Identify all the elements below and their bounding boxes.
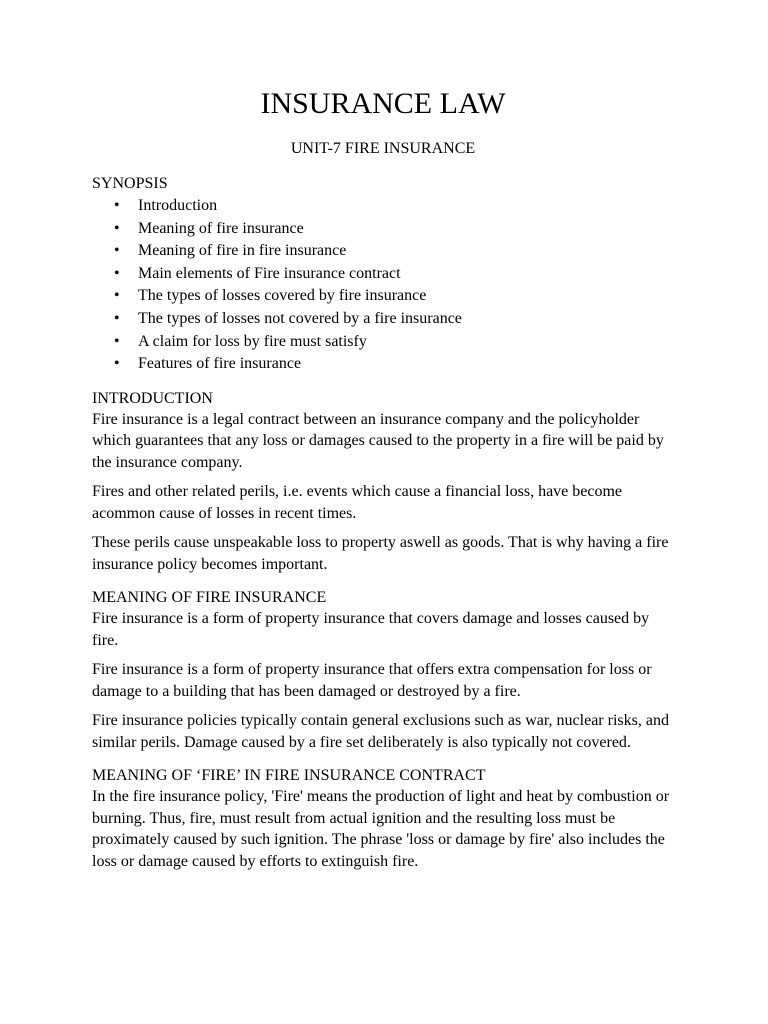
list-item-text: Features of fire insurance (138, 355, 302, 373)
list-item (114, 285, 674, 308)
document-subtitle: UNIT-7 FIRE INSURANCE (290, 140, 476, 157)
list-item-text: Main elements of Fire insurance contract (138, 264, 401, 282)
list-item (114, 308, 674, 331)
introduction-section (92, 388, 674, 576)
list-item (114, 218, 674, 241)
list-item-text: A claim for loss by fire must satisfy (138, 332, 367, 350)
paragraph: Fire insurance policies typically contain general exclusions such as war, nuclear risks, and similar perils. Damage caused by a fire set deliberately is also typically not covered. (92, 712, 669, 751)
bullet-icon: • (114, 332, 120, 350)
list-item-text: Meaning of fire insurance (138, 219, 304, 237)
list-item-text: The types of losses covered by fire insurance (138, 287, 427, 305)
section-heading: INTRODUCTION (92, 389, 213, 407)
bullet-icon: • (114, 287, 120, 305)
paragraph: Fire insurance is a legal contract between an insurance company and the policyholder which guarantees that any loss or damages caused to the property in a fire will be paid by the insurance company. (92, 410, 664, 471)
bullet-icon: • (114, 355, 120, 373)
list-item (114, 195, 674, 218)
section-heading: MEANING OF FIRE INSURANCE (92, 589, 327, 607)
paragraph: Fires and other related perils, i.e. events which cause a financial loss, have become acommon cause of losses in recent times. (92, 483, 623, 522)
paragraph: These perils cause unspeakable loss to property aswell as goods. That is why having a fire insurance policy becomes important. (92, 534, 669, 573)
document-title: INSURANCE LAW (260, 87, 506, 120)
section-heading: MEANING OF ‘FIRE’ IN FIRE INSURANCE CONTRACT (92, 767, 486, 785)
bullet-icon: • (114, 242, 120, 260)
bullet-icon: • (114, 197, 120, 214)
meaning-of-fire-insurance-section (92, 587, 674, 753)
bullet-icon: • (114, 309, 120, 327)
paragraph: Fire insurance is a form of property insurance that covers damage and losses caused by fire. (92, 610, 650, 649)
paragraph: Fire insurance is a form of property insurance that offers extra compensation for loss or damage to a building that has been damaged or destroyed by a fire. (92, 661, 652, 700)
list-item-text: Introduction (138, 197, 218, 214)
synopsis-section (92, 173, 674, 376)
list-item (114, 263, 674, 286)
synopsis-heading: SYNOPSIS (92, 175, 168, 192)
list-item (114, 353, 674, 376)
meaning-of-fire-section (92, 765, 674, 872)
bullet-icon: • (114, 219, 120, 237)
paragraph: In the fire insurance policy, 'Fire' means the production of light and heat by combustion or burning. Thus, fire, must result from actual ignition and the resulting loss must be proximately caused by such ignition. The phrase 'loss or damage by fire' also includes the loss or damage caused by efforts to extinguish fire. (92, 788, 670, 870)
list-item (114, 331, 674, 354)
list-item (114, 240, 674, 263)
synopsis-list (92, 195, 674, 376)
bullet-icon: • (114, 264, 120, 282)
list-item-text: The types of losses not covered by a fire insurance (138, 309, 462, 327)
list-item-text: Meaning of fire in fire insurance (138, 242, 347, 260)
